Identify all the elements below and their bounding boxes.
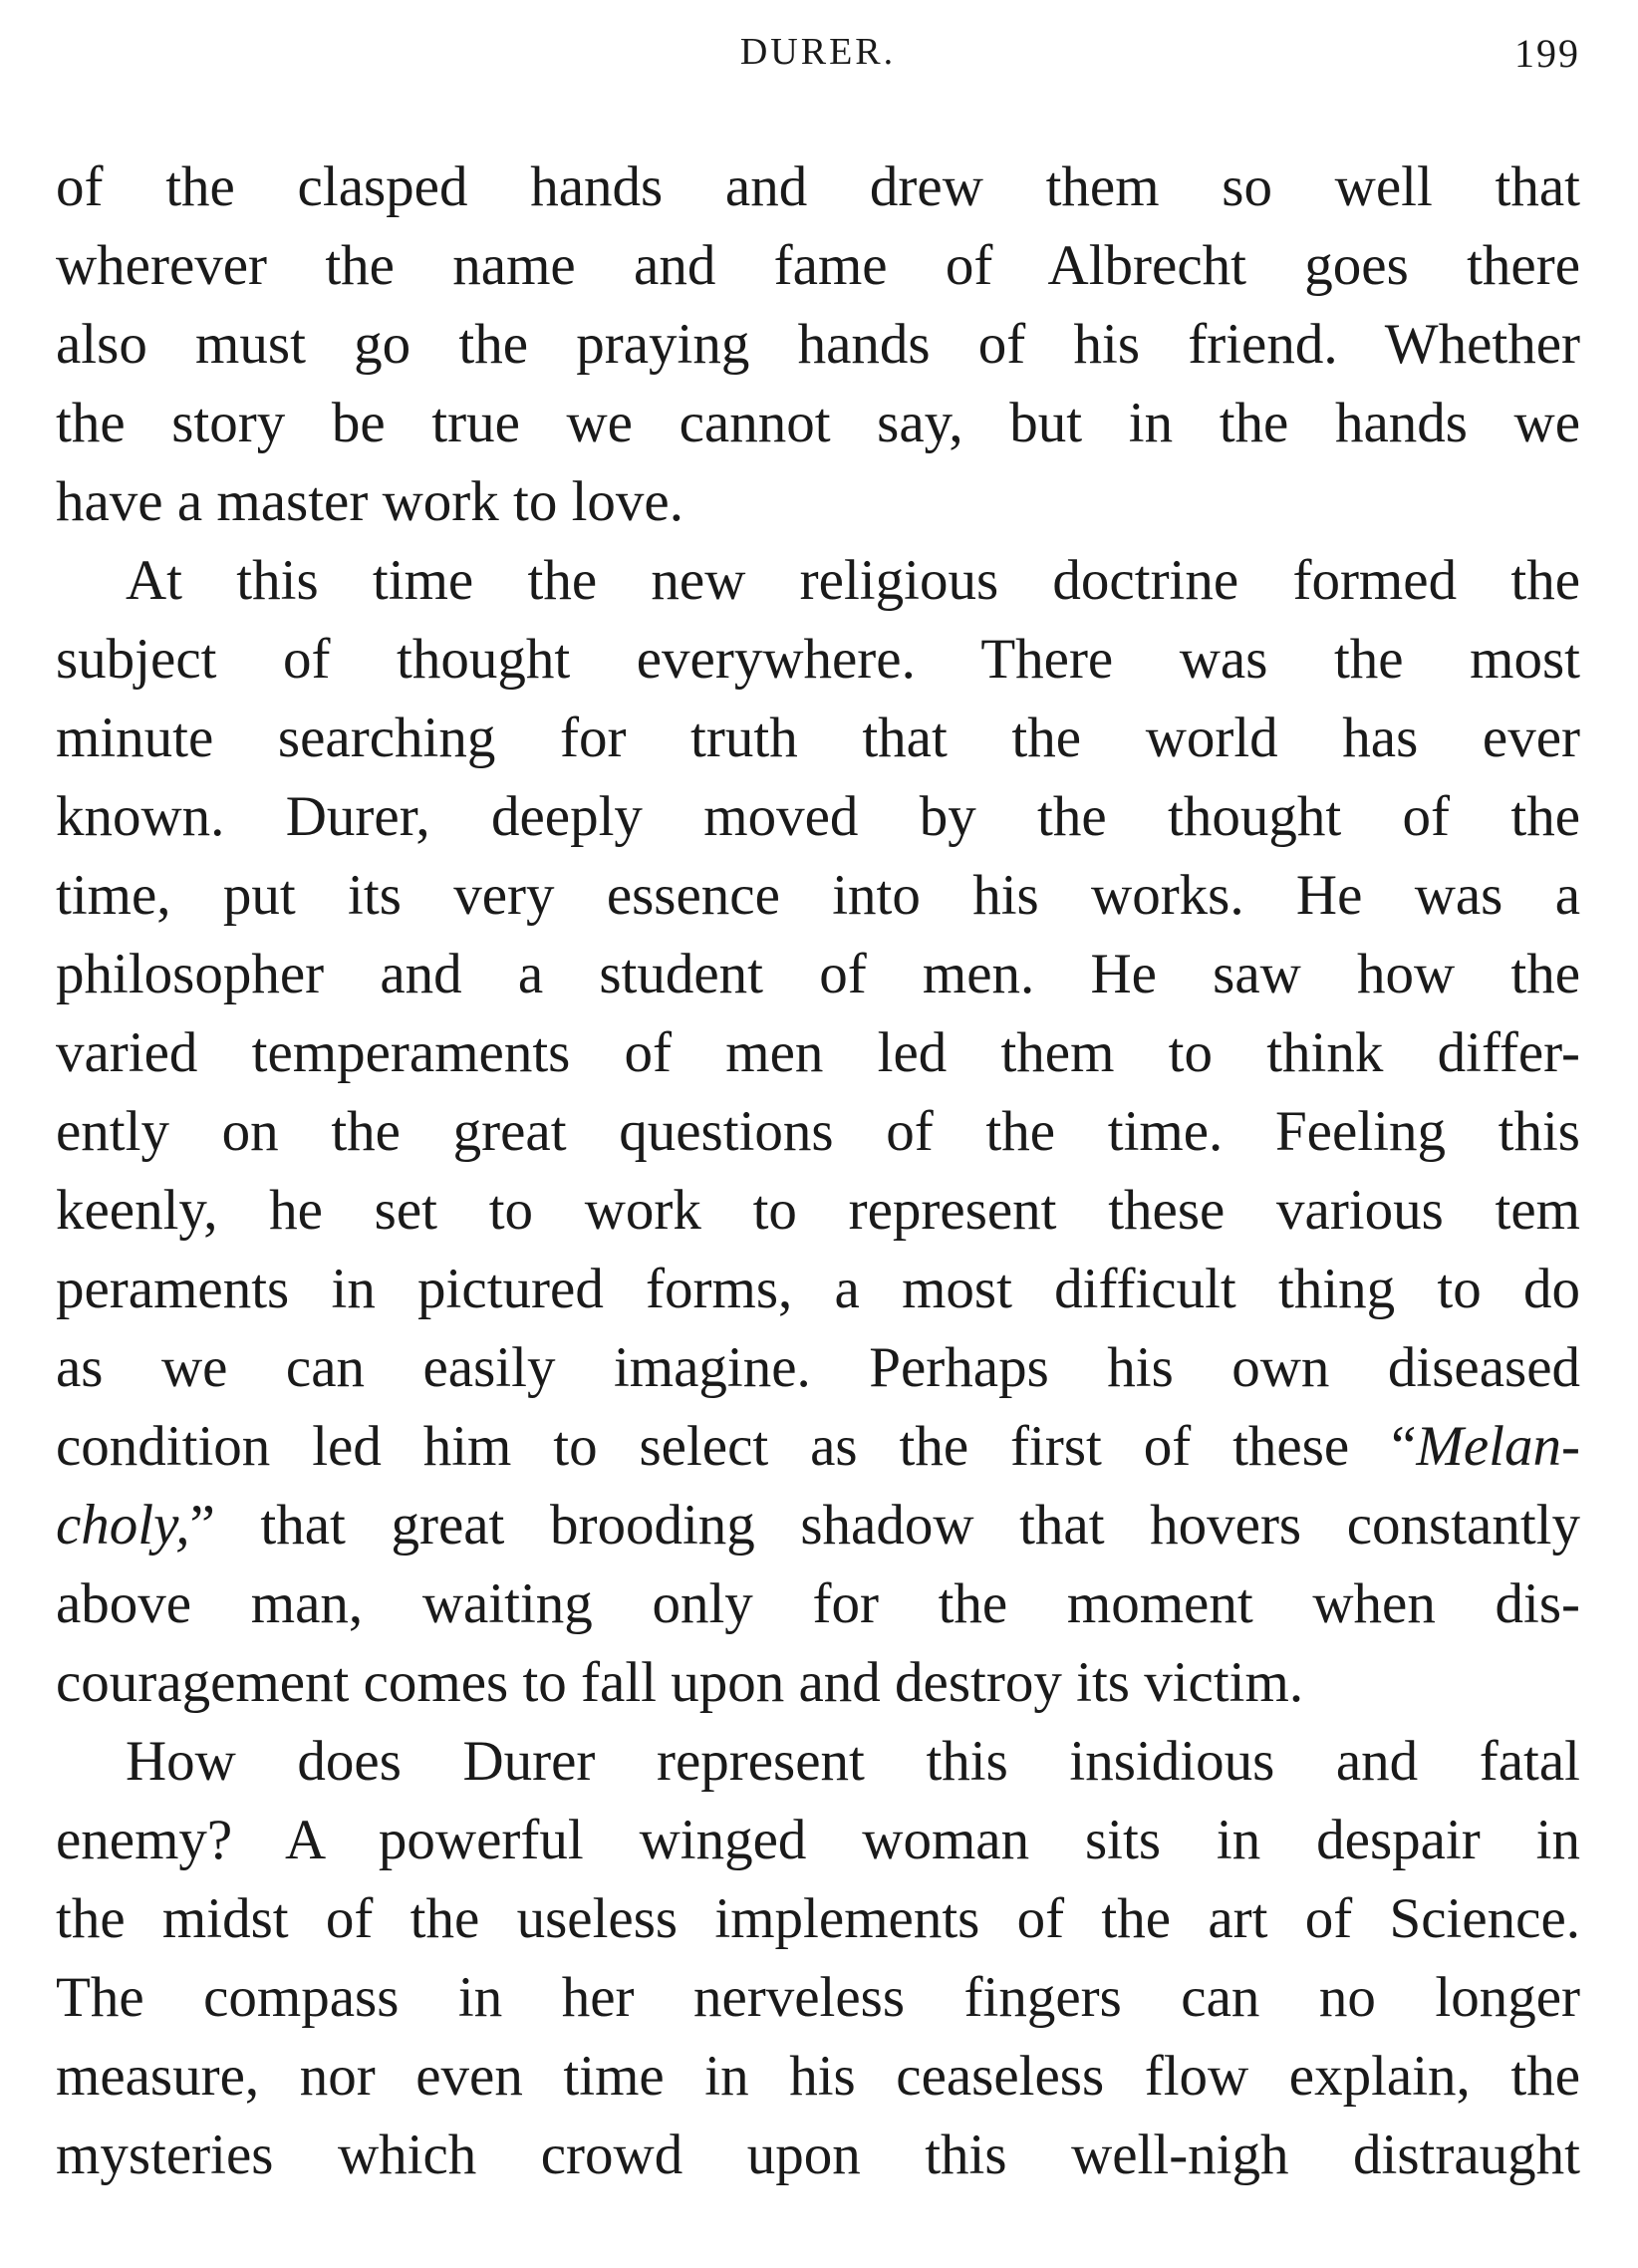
page-number: 199 <box>1514 31 1580 76</box>
text-line: keenly, he set to work to represent these various tem <box>56 1179 1580 1242</box>
text-line: varied temperaments of men led them to think differ- <box>56 1021 1580 1084</box>
text-segment: ” that great brooding shadow that hovers constantly <box>189 1494 1580 1557</box>
text-line: wherever the name and fame of Albrecht goes there <box>56 234 1580 297</box>
text-line: How does Durer represent this insidious and fatal <box>126 1730 1580 1793</box>
text-line: measure, nor even time in his ceaseless flow explain, the <box>56 2045 1580 2108</box>
text-line: known. Durer, deeply moved by the thought of the <box>56 785 1580 848</box>
paragraph-1 <box>56 147 1580 541</box>
running-header <box>56 30 1580 80</box>
text-line: couragement comes to fall upon and destroy its victim. <box>56 1651 1304 1714</box>
paragraph-3 <box>56 1722 1580 2194</box>
text-line: peraments in pictured forms, a most difficult thing to do <box>56 1258 1580 1320</box>
text-line: subject of thought everywhere. There was the most <box>56 628 1580 691</box>
text-line: At this time the new religious doctrine formed the <box>126 549 1580 612</box>
italic-title: choly, <box>56 1494 190 1557</box>
text-line: philosopher and a student of men. He saw how the <box>56 943 1580 1005</box>
text-line: ently on the great questions of the time. Feeling this <box>56 1100 1580 1163</box>
text-line: as we can easily imagine. Perhaps his own diseased <box>56 1336 1580 1399</box>
text-line: time, put its very essence into his works. He was a <box>56 864 1580 927</box>
text-line-mixed <box>56 1486 1580 1564</box>
text-line: mysteries which crowd upon this well-nigh distraught <box>56 2124 1580 2186</box>
paragraph-2 <box>56 541 1580 1722</box>
text-line: enemy? A powerful winged woman sits in despair in <box>56 1809 1580 1871</box>
text-line: The compass in her nerveless fingers can no longer <box>56 1966 1580 2029</box>
text-line: above man, waiting only for the moment when dis- <box>56 1572 1580 1635</box>
text-line: the midst of the useless implements of the art of Science. <box>56 1887 1580 1950</box>
running-title: DURER. <box>739 31 897 73</box>
text-line: the story be true we cannot say, but in the hands we <box>56 392 1580 454</box>
body-text <box>56 147 1580 2194</box>
text-line: have a master work to love. <box>56 470 683 533</box>
text-segment: condition led him to select as the first of these “ <box>56 1415 1417 1478</box>
italic-title: Melan- <box>1416 1415 1580 1478</box>
text-line-mixed <box>56 1407 1580 1486</box>
text-line: of the clasped hands and drew them so well that <box>56 155 1580 218</box>
text-line: also must go the praying hands of his friend. Whether <box>56 313 1580 376</box>
text-line: minute searching for truth that the world has ever <box>56 707 1580 769</box>
